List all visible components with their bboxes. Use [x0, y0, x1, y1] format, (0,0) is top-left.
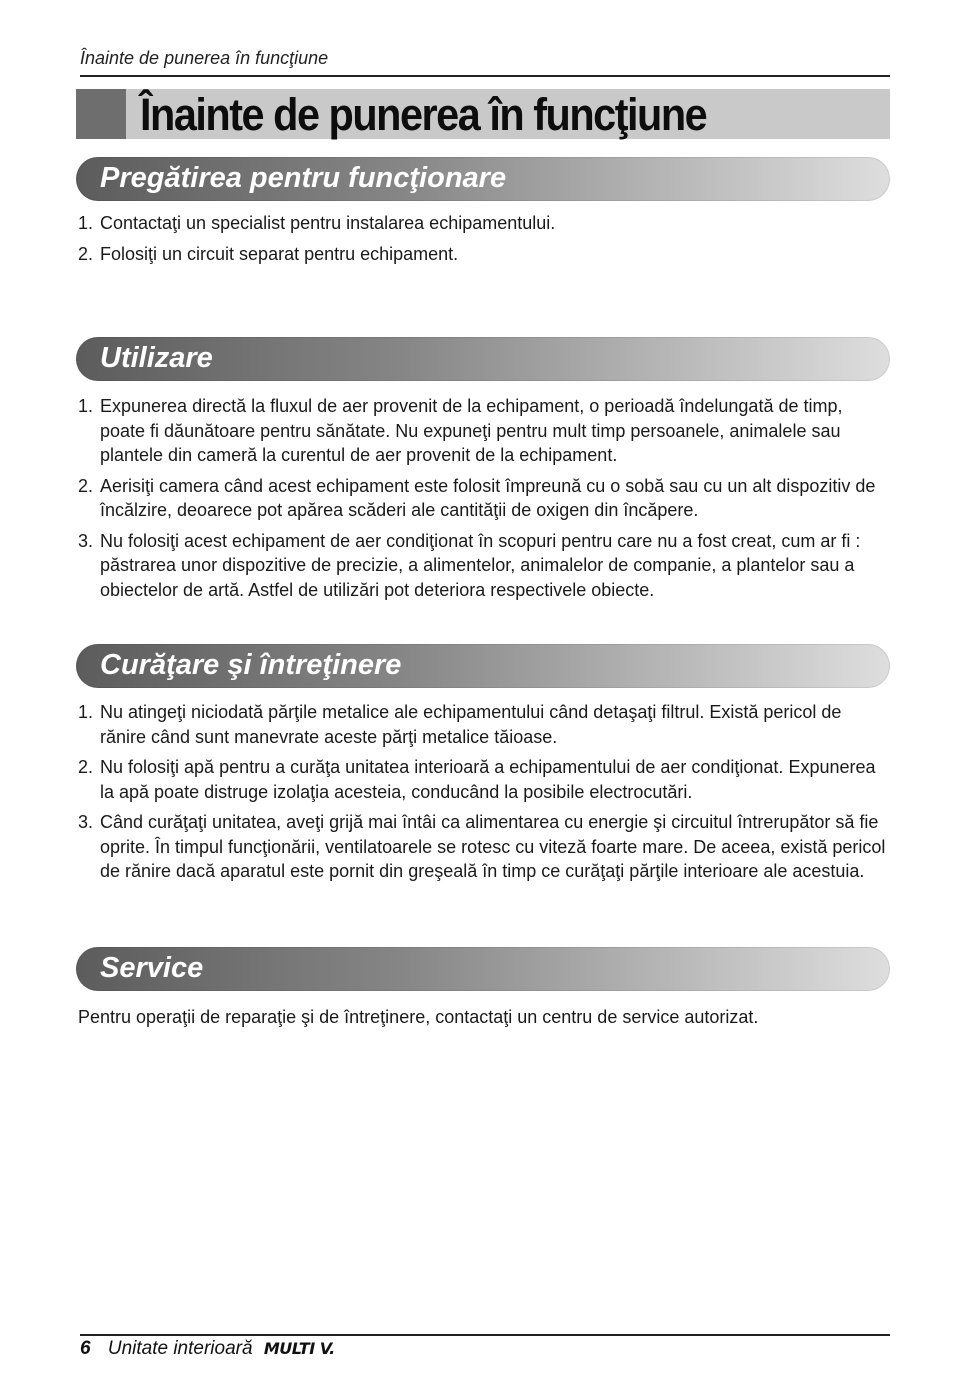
item-text: Expunerea directă la fluxul de aer provenit de la echipament, o perioadă îndelungată de timp, poate fi dăunătoare pentru sănătate. Nu expuneţi pentru mult timp persoanele, animalele sau plantele din cameră la curentul de aer provenit de la echipament. [100, 396, 843, 465]
section-title: Curăţare şi întreţinere [100, 649, 402, 681]
section-header-cleaning [76, 644, 890, 688]
list-item [78, 474, 888, 523]
page-title-bar [76, 89, 890, 139]
preparation-list [78, 211, 888, 272]
page-title: Înainte de punerea în funcţiune [140, 89, 707, 140]
page-number: 6 [80, 1338, 91, 1359]
item-text: Folosiţi un circuit separat pentru echipament. [100, 243, 459, 264]
multi-v-logo: MULTI V. [263, 1339, 335, 1358]
section-title: Utilizare [100, 342, 213, 374]
item-text: Contactaţi un specialist pentru instalarea echipamentului. [100, 213, 556, 233]
item-number: 1. [78, 396, 94, 416]
list-item [78, 211, 888, 236]
list-item [78, 242, 888, 267]
item-number: 2. [78, 475, 94, 496]
service-text: Pentru operaţii de reparaţie şi de întreţinere, contactaţi un centru de service autorizat. [78, 1007, 759, 1027]
section-title: Service [100, 952, 204, 984]
footer-rule [80, 1334, 890, 1336]
list-item [78, 755, 888, 804]
item-text: Nu folosiţi apă pentru a curăţa unitatea interioară a echipamentului de aer condiţionat. Expunerea la apă poate distruge izolaţia acesteia, conducând la posibile electrocutări. [100, 757, 876, 802]
section-header-service [76, 947, 890, 991]
item-number: 2. [78, 243, 94, 264]
section-header-preparation [76, 157, 890, 201]
document-name: Unitate interioară [107, 1338, 253, 1359]
item-text: Nu atingeţi niciodată părţile metalice ale echipamentului când detaşaţi filtrul. Există pericol de rănire când sunt manevrate aceste părţi metalice tăioase. [100, 702, 842, 747]
item-text: Nu folosiţi acest echipament de aer condiţionat în scopuri pentru care nu a fost creat, cum ar fi : păstrarea unor dispozitive de precizie, a alimentelor, animalelor de companie, a plantelor sau a obiectelor de artă. Astfel de utilizări pot deteriora respectivele obiecte. [100, 530, 861, 600]
page-footer [80, 1338, 335, 1360]
running-header: Înainte de punerea în funcţiune [80, 48, 329, 68]
item-text: Când curăţaţi unitatea, aveţi grijă mai întâi ca alimentarea cu energie şi circuitul întrerupător să fie oprite. În timpul funcţionării, ventilatoarele se rotesc cu viteză foarte mare. De aceea, există pericol de rănire dacă aparatul este pornit din greşeală în timp ce curăţaţi părţile interioare ale acestuia. [100, 812, 886, 881]
list-item [78, 810, 888, 884]
section-header-usage [76, 337, 890, 381]
item-text: Aerisiţi camera când acest echipament este folosit împreună cu o sobă sau cu un alt dispozitiv de încălzire, deoarece pot apărea scăderi ale cantităţii de oxigen din încăpere. [100, 475, 876, 520]
title-accent-block [76, 89, 126, 139]
item-number: 3. [78, 812, 94, 832]
list-item [78, 700, 888, 749]
list-item [78, 394, 888, 468]
item-number: 1. [78, 213, 94, 233]
usage-list [78, 394, 888, 608]
section-title: Pregătirea pentru funcţionare [100, 162, 507, 194]
item-number: 2. [78, 757, 94, 777]
item-number: 3. [78, 530, 94, 551]
header-rule [80, 75, 890, 77]
cleaning-list [78, 700, 888, 890]
item-number: 1. [78, 702, 94, 722]
list-item [78, 529, 888, 603]
